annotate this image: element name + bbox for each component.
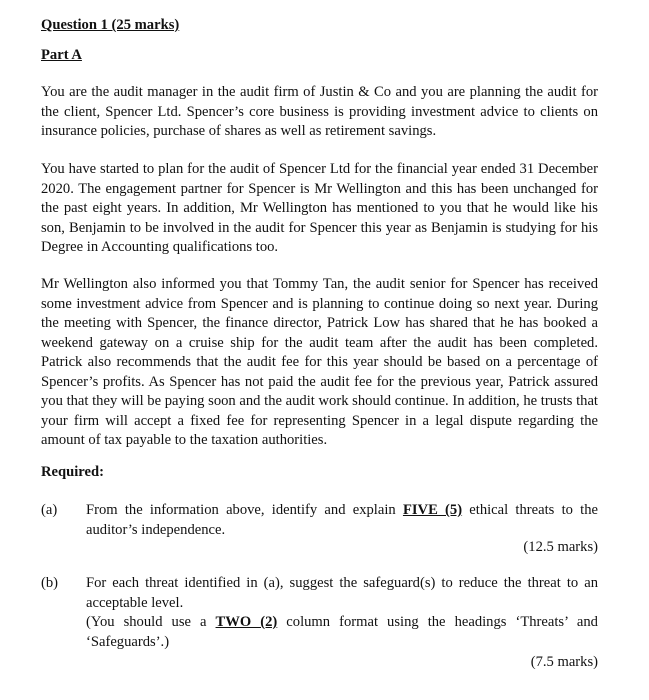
item-a-emphasis: FIVE (5) bbox=[402, 502, 463, 518]
paragraph-3: Mr Wellington also informed you that Tommy Tan, the audit senior for Spencer has received some investment advice from Spencer and is planning to continue doing so next year. During the meeting with Spencer, the finance director, Patrick Low has shared that he has booked a weekend gateway on a cruise ship for the audit team after the audit has been completed. Patrick also recommends that the audit fee for this year should be based on a percentage of Spencer’s profits. As Spencer has not paid the audit fee for the previous year, Patrick assured you that they will be paying soon and the audit work should continue. In addition, he trusts that your firm will accept a fixed fee for representing Spencer in a legal dispute regarding the amount of tax payable to the taxation authorities. bbox=[41, 276, 598, 448]
item-a-marks: (12.5 marks) bbox=[523, 539, 598, 555]
paragraph-1: You are the audit manager in the audit firm of Justin & Co and you are planning the audit for the client, Spencer Ltd. Spencer’s core business is providing investment advice to clients on insurance policies, purchase of shares as well as retirement savings. bbox=[41, 84, 598, 139]
item-b-note-end: column format using the headings ‘Threats’ and ‘Safeguards’.) bbox=[86, 614, 598, 650]
item-a-text-end: ethical threats to the auditor’s independence. bbox=[86, 502, 598, 538]
item-b-text bbox=[86, 574, 598, 652]
required-heading: Required: bbox=[41, 464, 104, 480]
paragraph-2: You have started to plan for the audit of Spencer Ltd for the financial year ended 31 December 2020. The engagement partner for Spencer is Mr Wellington and this has been unchanged for the past eight years. In addition, Mr Wellington has mentioned to you that he would like his son, Benjamin to be involved in the audit for Spencer this year as Benjamin is studying for his Degree in Accounting qualifications too. bbox=[41, 161, 598, 255]
item-a-text bbox=[86, 501, 598, 540]
item-b-label: (b) bbox=[41, 575, 59, 591]
item-b-marks: (7.5 marks) bbox=[530, 654, 598, 670]
item-b-note-start: (You should use a bbox=[86, 614, 216, 630]
item-a-label: (a) bbox=[41, 502, 58, 518]
item-b-instruction: For each threat identified in (a), suggest the safeguard(s) to reduce the threat to an acceptable level. bbox=[86, 575, 598, 611]
part-title: Part A bbox=[41, 47, 82, 63]
question-title: Question 1 (25 marks) bbox=[41, 17, 180, 33]
item-b-note bbox=[86, 613, 598, 652]
item-a-text-start: From the information above, identify and explain bbox=[86, 502, 403, 518]
item-b-emphasis: TWO (2) bbox=[215, 614, 278, 630]
